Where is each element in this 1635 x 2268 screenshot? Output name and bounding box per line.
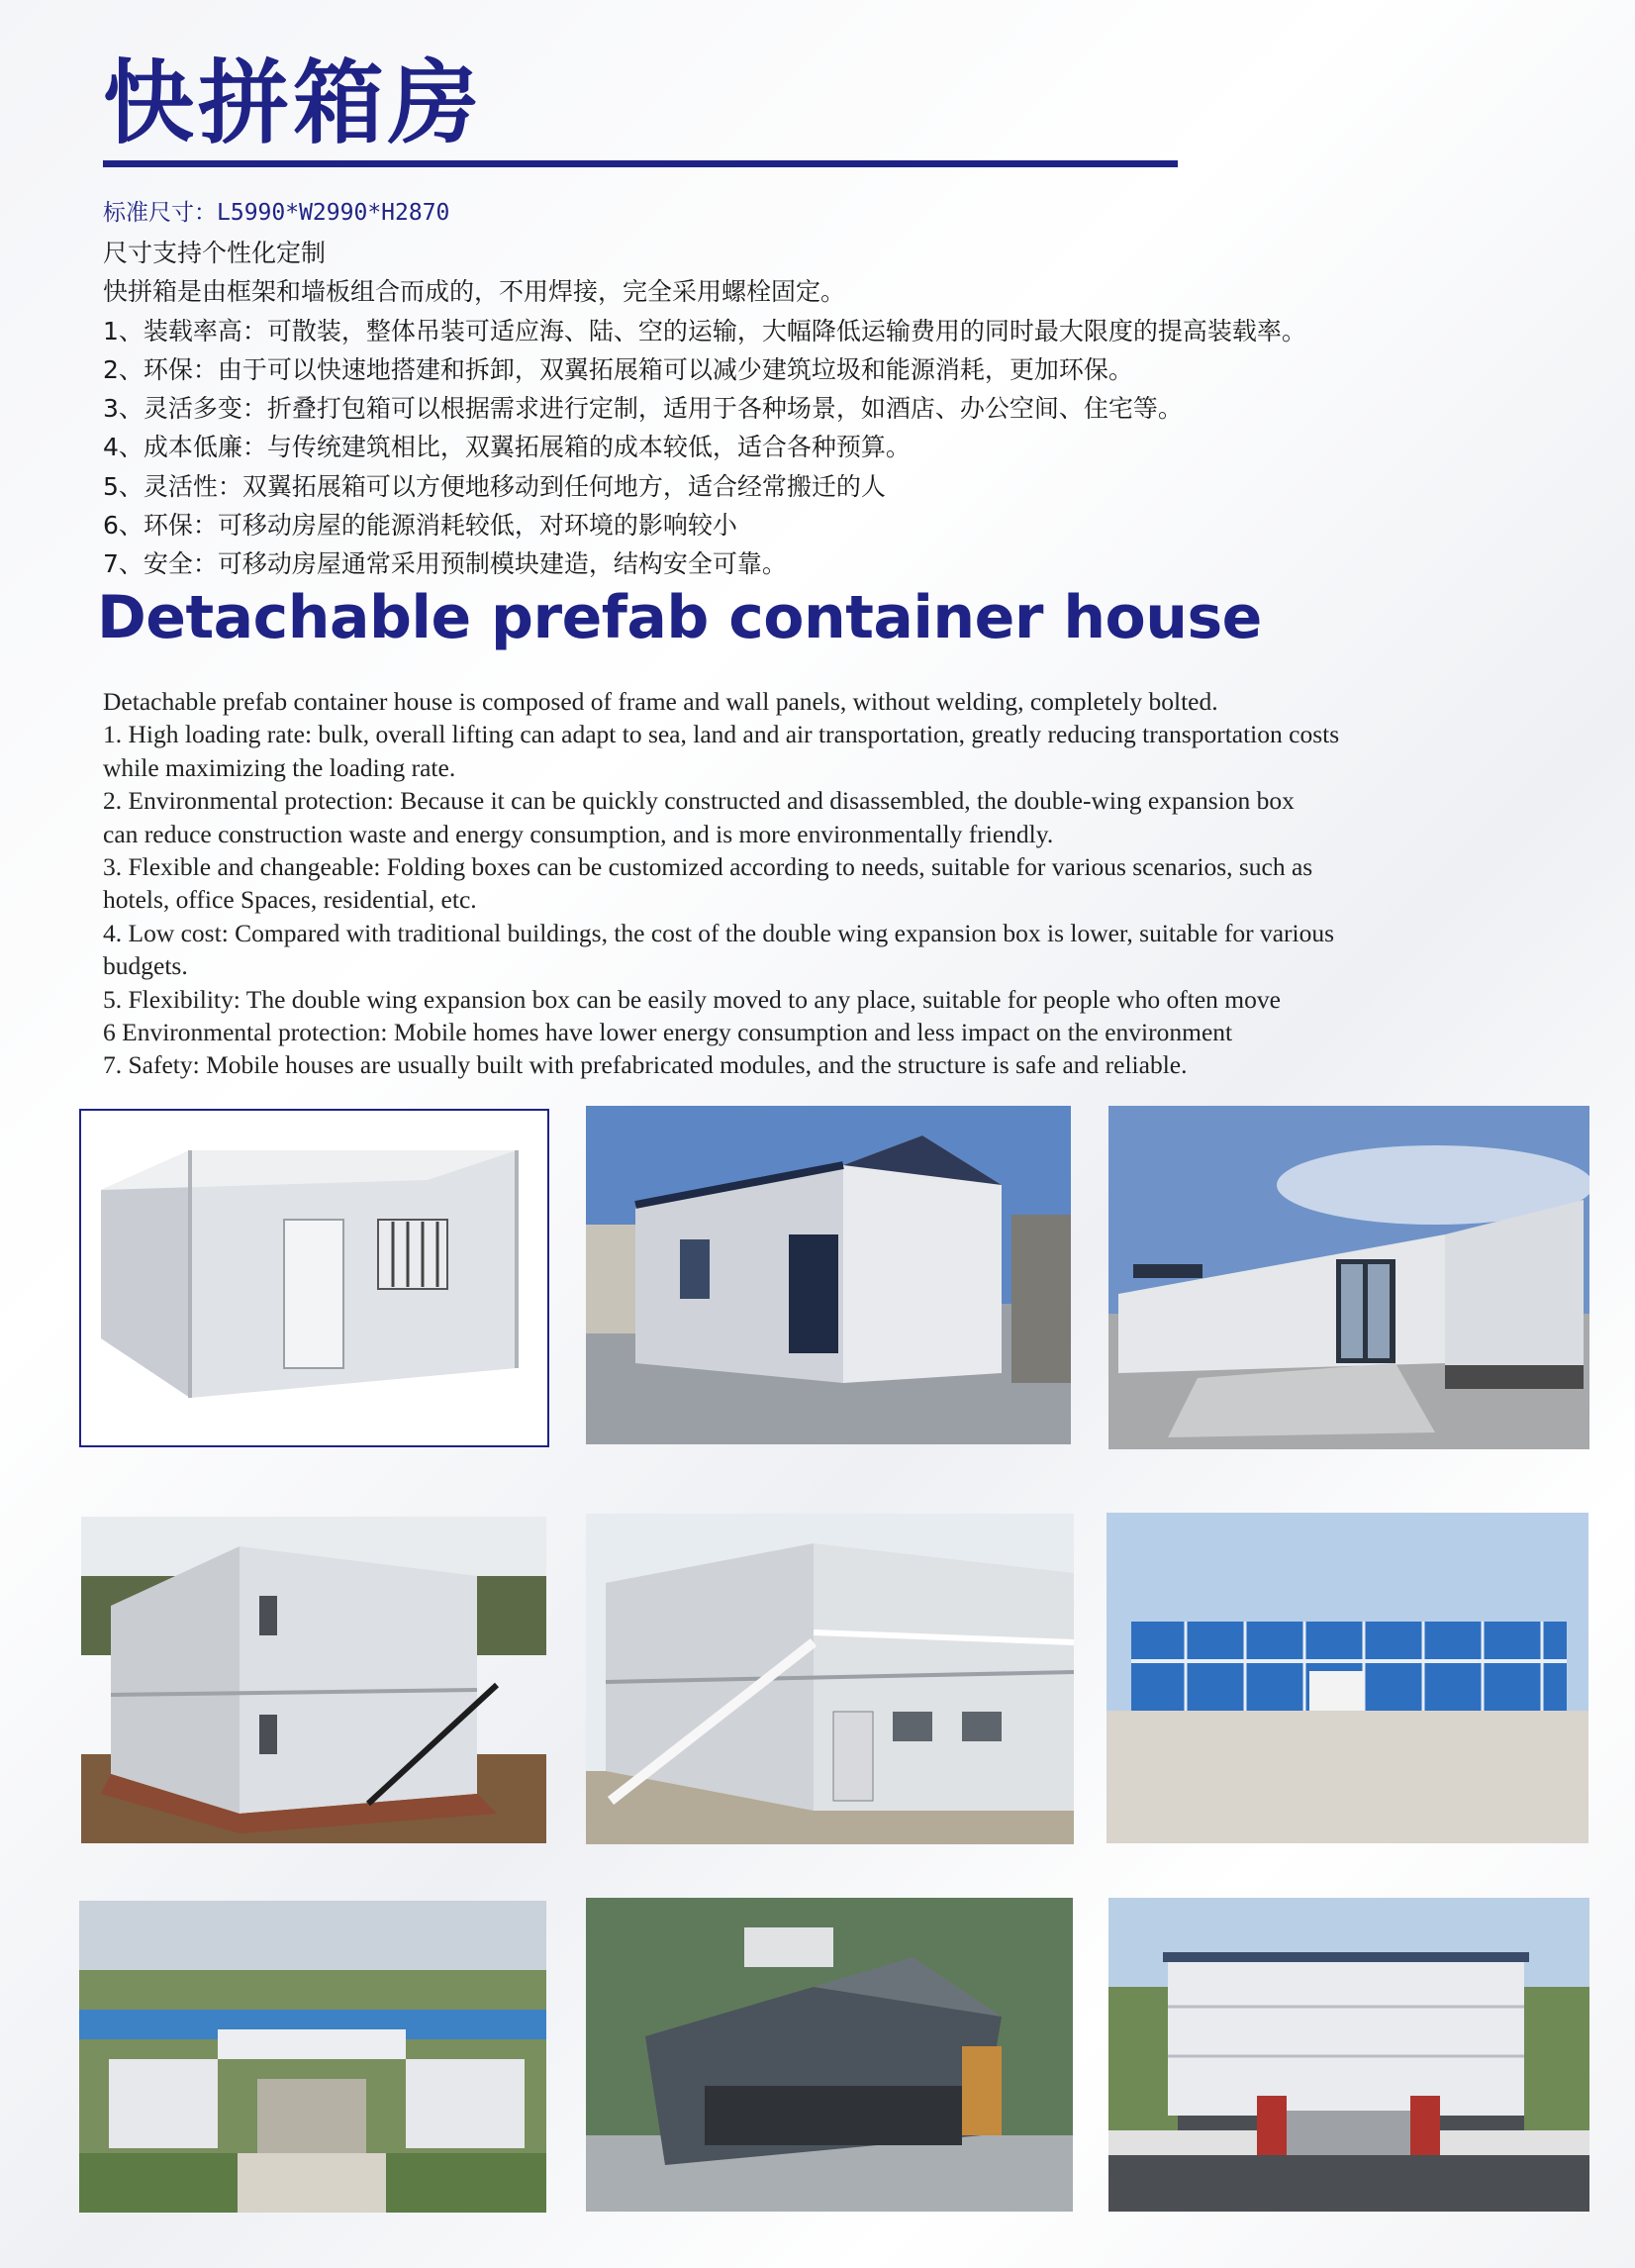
- cn-line: 1、装载率高：可散装，整体吊装可适应海、陆、空的运输，大幅降低运输费用的同时最大限度的提高装载率。: [103, 316, 1306, 345]
- en-line: budgets.: [103, 951, 188, 981]
- cn-line: 7、安全：可移动房屋通常采用预制模块建造，结构安全可靠。: [103, 549, 787, 579]
- photo-office-container-row: [1108, 1106, 1589, 1449]
- courtyard-illustration: [586, 1898, 1073, 2212]
- en-line: 5. Flexibility: The double wing expansion box can be easily moved to any place, suitable for people who often move: [103, 984, 1281, 1014]
- en-line: Detachable prefab container house is composed of frame and wall panels, without welding, completely bolted.: [103, 687, 1218, 716]
- stairs-illustration: [586, 1514, 1074, 1844]
- photo-gable-roof-container: [586, 1106, 1071, 1444]
- standard-size-spec: 标准尺寸：L5990*W2990*H2870: [103, 200, 450, 226]
- en-line: can reduce construction waste and energy consumption, and is more environmentally friendly.: [103, 819, 1054, 848]
- english-description: [103, 685, 1587, 1082]
- office-row-illustration: [1108, 1106, 1589, 1449]
- cn-line: 2、环保：由于可以快速地搭建和拆卸，双翼拓展箱可以减少建筑垃圾和能源消耗，更加环保。: [103, 354, 1133, 384]
- gable-illustration: [586, 1106, 1071, 1444]
- photo-aerial-site-compound: [79, 1901, 546, 2213]
- page-title-cn: 快拼箱房: [103, 50, 484, 156]
- cn-line: 5、灵活性：双翼拓展箱可以方便地移动到任何地方，适合经常搬迁的人: [103, 471, 886, 501]
- photo-three-story-gate: [1108, 1898, 1589, 2212]
- cn-line: 6、环保：可移动房屋的能源消耗较低，对环境的影响较小: [103, 511, 737, 541]
- photo-courtyard-render: [586, 1898, 1073, 2212]
- cn-line: 快拼箱是由框架和墙板组合而成的，不用焊接，完全采用螺栓固定。: [103, 277, 846, 307]
- photo-two-story-with-stairs: [586, 1514, 1074, 1844]
- photo-two-story-on-brick: [81, 1517, 546, 1843]
- glass-building-illustration: [1106, 1513, 1588, 1843]
- photo-single-container-white: [79, 1109, 549, 1447]
- en-line: while maximizing the loading rate.: [103, 752, 456, 782]
- en-line: 6 Environmental protection: Mobile homes have lower energy consumption and less impact on the environment: [103, 1018, 1233, 1047]
- chinese-description: [103, 234, 1587, 584]
- cn-line: 尺寸支持个性化定制: [103, 239, 327, 267]
- en-line: 4. Low cost: Compared with traditional buildings, the cost of the double wing expansion box is lower, suitable for various: [103, 918, 1335, 947]
- aerial-compound-illustration: [79, 1901, 546, 2213]
- three-story-illustration: [1108, 1898, 1589, 2212]
- en-line: 3. Flexible and changeable: Folding boxes can be customized according to needs, suitable for various scenarios, such as: [103, 852, 1313, 882]
- en-line: 7. Safety: Mobile houses are usually built with prefabricated modules, and the structure is safe and reliable.: [103, 1050, 1188, 1080]
- en-line: hotels, office Spaces, residential, etc.: [103, 885, 477, 915]
- en-line: 1. High loading rate: bulk, overall lifting can adapt to sea, land and air transportation, greatly reducing transportation costs: [103, 720, 1340, 749]
- cn-line: 4、成本低廉：与传统建筑相比，双翼拓展箱的成本较低，适合各种预算。: [103, 433, 911, 462]
- container-illustration: [81, 1111, 547, 1445]
- title-divider: [103, 160, 1178, 167]
- en-line: 2. Environmental protection: Because it can be quickly constructed and disassembled, the double-wing expansion box: [103, 786, 1295, 816]
- two-story-brick-illustration: [81, 1517, 546, 1843]
- page-title-en: Detachable prefab container house: [97, 583, 1262, 652]
- photo-glass-front-building: [1106, 1513, 1588, 1843]
- cn-line: 3、灵活多变：折叠打包箱可以根据需求进行定制，适用于各种场景，如酒店、办公空间、住宅等。: [103, 394, 1183, 424]
